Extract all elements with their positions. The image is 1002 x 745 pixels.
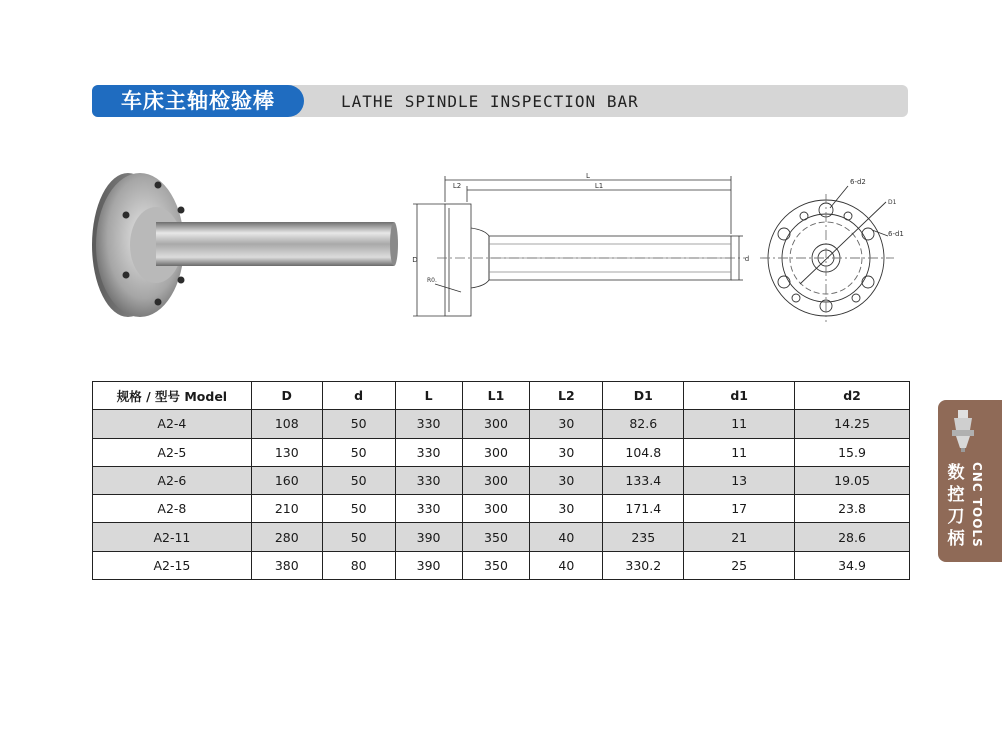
- cell: 30: [530, 495, 603, 523]
- cell: 300: [462, 438, 530, 466]
- table-row: [93, 523, 910, 551]
- col-d1: d1: [684, 382, 795, 410]
- cell: 280: [251, 523, 322, 551]
- cell: A2-6: [93, 466, 252, 494]
- cell: 50: [322, 410, 395, 438]
- cell: 330: [395, 466, 462, 494]
- title-cn: 车床主轴检验棒: [92, 85, 304, 117]
- cell: 50: [322, 466, 395, 494]
- table-row: [93, 466, 910, 494]
- cell: 17: [684, 495, 795, 523]
- cell: 30: [530, 466, 603, 494]
- tab-char: 数: [947, 463, 965, 483]
- cell: 390: [395, 523, 462, 551]
- dim-d-label: d: [744, 255, 750, 263]
- dim-6d1-label: 6-d1: [888, 230, 904, 238]
- tab-char: 柄: [947, 529, 965, 549]
- cell: 11: [684, 410, 795, 438]
- cell: 350: [462, 523, 530, 551]
- tab-char: 控: [947, 485, 965, 505]
- cell: 40: [530, 551, 603, 579]
- cell: 21: [684, 523, 795, 551]
- col-D1: D1: [603, 382, 684, 410]
- cell: 11: [684, 438, 795, 466]
- cell: 390: [395, 551, 462, 579]
- cell: 330: [395, 495, 462, 523]
- cnc-tools-tab[interactable]: [938, 400, 1002, 562]
- shaft: [156, 222, 394, 266]
- cell: 104.8: [603, 438, 684, 466]
- cell: 130: [251, 438, 322, 466]
- dim-L-label: L: [586, 172, 590, 180]
- col-d: d: [322, 382, 395, 410]
- cell: 30: [530, 438, 603, 466]
- side-view-drawing: [405, 168, 755, 320]
- dim-D-label: D: [412, 256, 418, 264]
- cell: 13: [684, 466, 795, 494]
- tab-label-cn: [944, 462, 968, 550]
- end-view-drawing: [760, 172, 910, 322]
- cell: 23.8: [795, 495, 910, 523]
- shaft-end: [390, 222, 398, 266]
- cell: 330: [395, 410, 462, 438]
- cell: 80: [322, 551, 395, 579]
- cell: 50: [322, 523, 395, 551]
- cell: 19.05: [795, 466, 910, 494]
- cell: 15.9: [795, 438, 910, 466]
- table-row: [93, 438, 910, 466]
- cell: 235: [603, 523, 684, 551]
- cell: 40: [530, 523, 603, 551]
- cell: 300: [462, 410, 530, 438]
- cell: 350: [462, 551, 530, 579]
- cell: 82.6: [603, 410, 684, 438]
- cell: 330.2: [603, 551, 684, 579]
- cell: 14.25: [795, 410, 910, 438]
- cell: 28.6: [795, 523, 910, 551]
- spec-table: [92, 381, 910, 580]
- title-en: LATHE SPINDLE INSPECTION BAR: [341, 92, 639, 111]
- cell: 108: [251, 410, 322, 438]
- cell: A2-5: [93, 438, 252, 466]
- col-D: D: [251, 382, 322, 410]
- cell: 171.4: [603, 495, 684, 523]
- col-L1: L1: [462, 382, 530, 410]
- tab-label-en: CNC TOOLS: [970, 462, 984, 548]
- table-row: [93, 495, 910, 523]
- table-row: [93, 410, 910, 438]
- cell: 210: [251, 495, 322, 523]
- cell: A2-8: [93, 495, 252, 523]
- dim-D1-label: D1: [888, 199, 897, 206]
- cell: 160: [251, 466, 322, 494]
- col-model: 规格 / 型号 Model: [93, 382, 252, 410]
- cell: 30: [530, 410, 603, 438]
- dim-L2-label: L2: [452, 182, 462, 190]
- dim-6d2-label: 6-d2: [850, 178, 866, 186]
- tool-holder-icon: [944, 408, 982, 452]
- tab-char: 刀: [947, 507, 965, 527]
- cell: 133.4: [603, 466, 684, 494]
- dim-R-label: R0.: [427, 277, 437, 284]
- col-d2: d2: [795, 382, 910, 410]
- cell: 50: [322, 495, 395, 523]
- cell: A2-15: [93, 551, 252, 579]
- dim-L1-label: L1: [594, 182, 604, 190]
- table-header-row: [93, 382, 910, 410]
- cell: A2-11: [93, 523, 252, 551]
- product-photo: [88, 170, 400, 320]
- cell: 50: [322, 438, 395, 466]
- cell: A2-4: [93, 410, 252, 438]
- cell: 25: [684, 551, 795, 579]
- col-L2: L2: [530, 382, 603, 410]
- cell: 34.9: [795, 551, 910, 579]
- cell: 330: [395, 438, 462, 466]
- table-row: [93, 551, 910, 579]
- cell: 300: [462, 495, 530, 523]
- cell: 380: [251, 551, 322, 579]
- col-L: L: [395, 382, 462, 410]
- cell: 300: [462, 466, 530, 494]
